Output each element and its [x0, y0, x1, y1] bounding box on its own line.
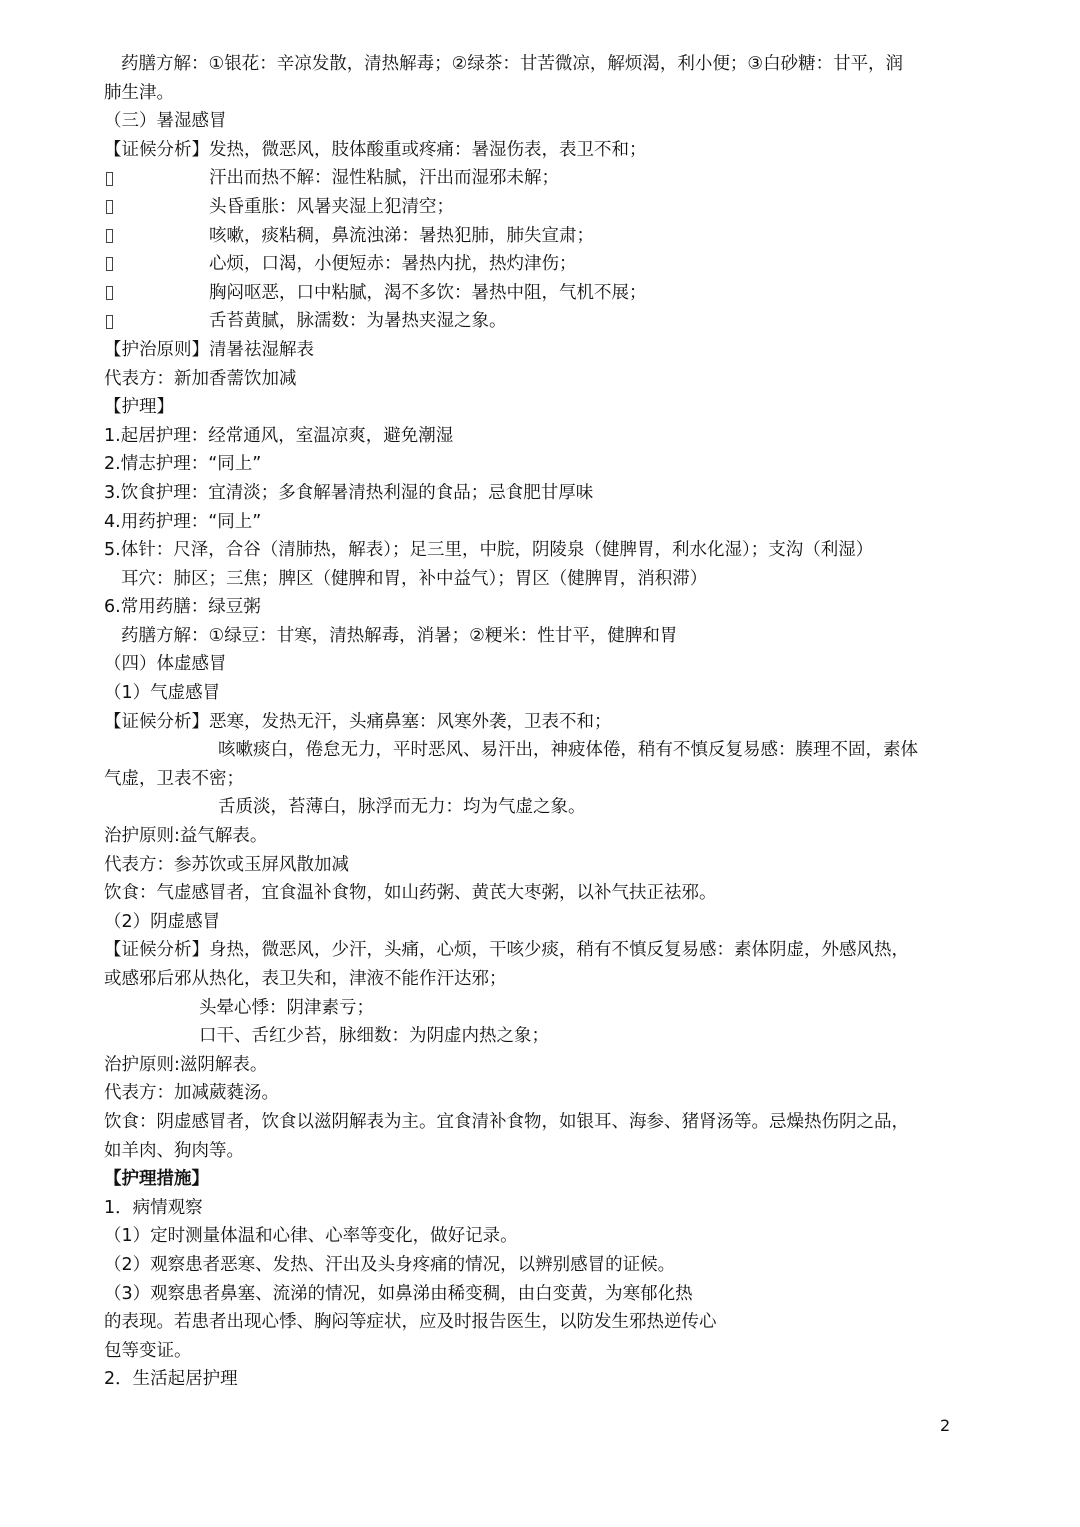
- missing-glyph-box-icon: [106, 200, 113, 214]
- missing-glyph-box-icon: [106, 229, 113, 243]
- text-line: 代表方：加减葳蕤汤。: [104, 1083, 279, 1104]
- bullet-text: 汗出而热不解：湿性粘腻，汗出而湿邪未解；: [209, 168, 559, 189]
- bullet-line: [104, 193, 984, 222]
- text-line: （2）观察患者恶寒、发热、汗出及头身疼痛的情况，以辨别感冒的证候。: [104, 1254, 676, 1275]
- text-line: 耳穴：肺区；三焦；脾区（健脾和胃，补中益气）；胃区（健脾胃，消积滞）: [121, 568, 708, 589]
- text-line: 1．病情观察: [104, 1197, 203, 1218]
- section-heading: （三）暑湿感冒: [104, 111, 227, 132]
- text-line: 4.用药护理：“同上”: [104, 511, 262, 532]
- section-heading: 【护理措施】: [104, 1169, 209, 1190]
- text-line: 咳嗽痰白，倦怠无力，平时恶风、易汗出，神疲体倦，稍有不慎反复易感：腠理不固，素体: [218, 740, 918, 761]
- missing-glyph-box-icon: [106, 286, 113, 300]
- text-line: （1）定时测量体温和心律、心率等变化，做好记录。: [104, 1226, 518, 1247]
- text-line: 饮食：阴虚感冒者，饮食以滋阴解表为主。宜食清补食物，如银耳、海参、猪肾汤等。忌燥热伤阴之品，: [104, 1111, 909, 1132]
- text-line: 6.常用药膳：绿豆粥: [104, 597, 261, 618]
- bullet-line: [104, 164, 984, 193]
- text-line: 如羊肉、狗肉等。: [104, 1140, 244, 1161]
- bullet-text: 咳嗽，痰粘稠，鼻流浊涕：暑热犯肺，肺失宣肃；: [209, 225, 594, 246]
- text-line: 治护原则:益气解表。: [104, 826, 268, 847]
- text-line: （3）观察患者鼻塞、流涕的情况，如鼻涕由稀变稠，由白变黄，为寒郁化热: [104, 1283, 693, 1304]
- bullet-text: 心烦，口渴，小便短赤：暑热内扰，热灼津伤；: [209, 254, 577, 275]
- text-line: 药膳方解：①银花：辛凉发散，清热解毒；②绿茶：甘苦微凉，解烦渴，利小便；③白砂糖：甘平，润: [121, 54, 904, 74]
- text-line: 【证候分析】发热，微恶风，肢体酸重或疼痛：暑湿伤表，表卫不和；: [104, 139, 647, 160]
- bullet-line: [104, 307, 984, 336]
- text-line: 治护原则:滋阴解表。: [104, 1054, 268, 1075]
- text-line: 或感邪后邪从热化，表卫失和，津液不能作汗达邪；: [104, 969, 507, 989]
- text-line: 的表现。若患者出现心悸、胸闷等症状，应及时报告医生，以防发生邪热逆传心: [104, 1312, 717, 1333]
- bullet-text: 胸闷呕恶，口中粘腻，渴不多饮：暑热中阻，气机不展；: [209, 282, 647, 303]
- text-line: 口干、舌红少苔，脉细数：为阴虚内热之象；: [199, 1026, 549, 1047]
- subsection-heading: （2）阴虚感冒: [104, 911, 221, 932]
- bullet-text: 舌苔黄腻，脉濡数：为暑热夹湿之象。: [209, 311, 507, 332]
- text-line: 2.情志护理：“同上”: [104, 454, 262, 475]
- text-line: 代表方：新加香薷饮加减: [104, 368, 297, 389]
- page-number: 2: [940, 1416, 951, 1435]
- text-line: 头晕心悸：阴津素亏；: [199, 997, 374, 1018]
- bullet-line: [104, 250, 984, 279]
- missing-glyph-box-icon: [106, 257, 113, 271]
- text-line: 药膳方解：①绿豆：甘寒，清热解毒，消暑；②粳米：性甘平，健脾和胃: [121, 625, 678, 646]
- text-line: 气虚，卫表不密；: [104, 768, 244, 789]
- text-line: 5.体针：尺泽，合谷（清肺热，解表）；足三里，中脘，阴陵泉（健脾胃，利水化湿）；支沟（利湿）: [104, 540, 874, 561]
- missing-glyph-box-icon: [106, 315, 113, 329]
- document-body: [104, 50, 984, 1394]
- text-line: 包等变证。: [104, 1340, 192, 1361]
- text-line: 1.起居护理：经常通风，室温凉爽，避免潮湿: [104, 425, 454, 446]
- text-line: 【证候分析】身热，微恶风，少汗，头痛，心烦，干咳少痰，稍有不慎反复易感：素体阴虚，外感风热，: [104, 940, 909, 961]
- text-line: 3.饮食护理：宜清淡；多食解暑清热利湿的食品；忌食肥甘厚味: [104, 482, 594, 503]
- text-line: 【护治原则】清暑祛湿解表: [104, 339, 314, 360]
- bullet-line: [104, 279, 984, 308]
- subsection-heading: （1）气虚感冒: [104, 683, 221, 704]
- text-line: 2．生活起居护理: [104, 1369, 238, 1390]
- text-line: 【证候分析】恶寒，发热无汗，头痛鼻塞：风寒外袭，卫表不和；: [104, 711, 612, 732]
- missing-glyph-box-icon: [106, 172, 113, 186]
- section-heading: （四）体虚感冒: [104, 654, 227, 675]
- text-line: 肺生津。: [104, 82, 174, 103]
- bullet-line: [104, 222, 984, 251]
- text-line: 饮食：气虚感冒者，宜食温补食物，如山药粥、黄芪大枣粥，以补气扶正祛邪。: [104, 883, 717, 904]
- text-line: 舌质淡，苔薄白，脉浮而无力：均为气虚之象。: [218, 797, 586, 818]
- bullet-text: 头昏重胀：风暑夹湿上犯清空；: [209, 196, 454, 217]
- section-heading: 【护理】: [104, 397, 174, 418]
- text-line: 代表方：参苏饮或玉屏风散加减: [104, 854, 349, 875]
